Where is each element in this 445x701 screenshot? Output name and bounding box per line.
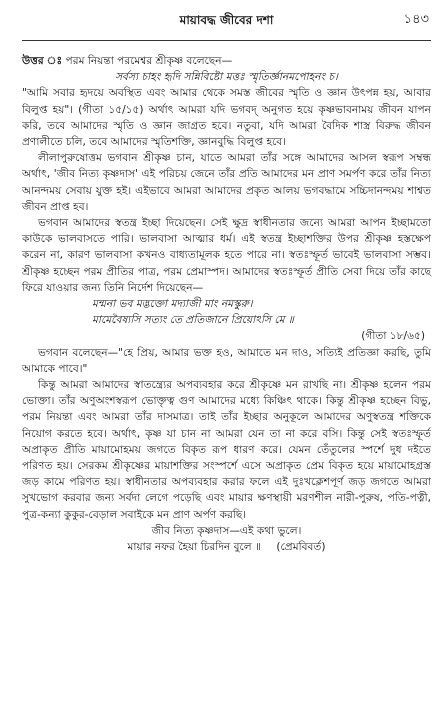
couplet-line-2-text: মায়ার নফর হৈয়া চিরদিন বুলে ॥ [127, 541, 261, 554]
couplet-line-1: জীব নিত্য কৃষ্ণদাস—এই কথা ভুলে। [151, 524, 302, 537]
couplet-reference: (প্রেমবিবর্ত) [276, 541, 326, 554]
paragraph-4: ভগবান বলেছেন—"হে প্রিয়, আমার ভক্ত হও, আমাতে মন দাও, সত্যিই প্রতিজ্ঞা করছি, তুমি আমাকে পাবে।" [22, 346, 431, 375]
verse-reference: (গীতা ১৮/৬৫) [361, 330, 425, 343]
paragraph-2: লীলাপুরুষোত্তম ভগবান শ্রীকৃষ্ণ চান, যাতে আমরা তাঁর সঙ্গে আমাদের আসল স্বরূপ সম্বন্ধ অর্থাৎ, 'জীব নিত্য কৃষ্ণদাস' এই পরিচয় জেনে তাঁর প্রতি আমাদের মন প্রাণ সমর্পণ করে তাঁর নিত্য আনন্দময় সেবায় যুক্ত হই। এইভাবে আমরা আমাদের প্রকৃত আলয় ভগবদ্ধামে সচ্চিদানন্দময় শাশ্বত জীবন প্রাপ্ত হব। [22, 152, 431, 213]
paragraph-5: কিন্তু আমরা আমাদের স্বাতন্ত্র্যের অপব্যবহার করে শ্রীকৃষ্ণে মন রাখছি না। শ্রীকৃষ্ণ হলেন পরম ভোক্তা। তাঁর অণুঅংশস্বরূপ ভোক্তৃত্ব গুণ আমাদের মধ্যে কিঞ্চিৎ থাকে। কিন্তু শ্রীকৃষ্ণ হচ্ছেন বিভু, পরম নিয়ন্তা এবং আমরা তাঁর দাসমাত্র। তাই তাঁর ইচ্ছার অনুকূলে আমাদের অণুস্বতন্ত্র শক্তিকে নিয়োগ করতে হবে। অর্থাৎ, কৃষ্ণ যা চান না আমরা যেন তা না করে বসি। কিন্তু সেই স্বতঃস্ফূর্ত অপ্রাকৃত প্রীতি মায়ামোহময় জগতে বিকৃত রূপ ধারণ করে। যেমন তেঁতুলের স্পর্শে দুধ দইতে পরিণত হয়। সেরকম শ্রীকৃষ্ণের মায়াশক্তির সংস্পর্শে এসে অপ্রাকৃত প্রেম বিকৃত হয়ে মায়ামোহগ্রস্ত জড় কামে পরিণত হয়। স্বাধীনতার অপব্যবহার করার ফলে এই দুঃখক্লেশপূর্ণ জড় জগতে আমরা সুখভোগ করবার জন্য সর্বদা লেগে পড়েছি এবং মায়ার ক্ষণস্থায়ী মরণশীল নারী-পুরুষ, পতি-পত্নী, পুত্র-কন্যা কুকুর-বেড়াল সবাইকে মন প্রাণ অর্পণ করছি। [22, 379, 431, 521]
page-number: ১৪৩ [403, 12, 429, 27]
verse-gita-18-65-line1: মন্মনা ভব মদ্ভক্তো মদ্যাজী মাং নমস্কুরু। [92, 298, 253, 311]
page-body [22, 53, 431, 555]
page-title: মায়াবদ্ধ জীবের দশা [179, 13, 274, 27]
answer-intro [22, 53, 431, 69]
verse-gita-18-65-line2: মামেবৈষ্যসি সত্যং তে প্রতিজানে প্রিয়োঽসি মে ॥ [92, 314, 294, 327]
verse-gita-15-15: সর্বস্য চাহং হৃদি সন্নিবিষ্টো মত্তঃ স্মৃতির্জ্ঞানমপোহনং চ। [115, 71, 338, 84]
answer-label: উত্তর ঃ [22, 55, 63, 67]
paragraph-1: "আমি সবার হৃদয়ে অবস্থিত এবং আমার থেকে সমস্ত জীবের স্মৃতি ও জ্ঞান উৎপন্ন হয়, আবার বিলুপ্ত হয়"। (গীতা ১৫/১৫) অর্থাৎ আমরা যদি ভগবদ্ অনুগত হয়ে কৃষ্ণভাবনাময় জীবন যাপন করি, তবে আমাদের স্মৃতি ও জ্ঞান জাগ্রত হবে। নতুবা, যদি আমরা বৈদিক শাস্ত্র বিরুদ্ধ জীবন প্রণালীতে চলি, তবে আমাদের স্মৃতিশক্তি, জ্ঞানবুদ্ধি বিলুপ্ত হবে। [22, 87, 431, 149]
couplet-line-2 [22, 539, 431, 555]
paragraph-3: ভগবান আমাদের স্বতন্ত্র ইচ্ছা দিয়েছেন। সেই ক্ষুদ্র স্বাধীনতার জন্যে আমরা আপন ইচ্ছামতো কাউকে ভালবাসতে পারি। ভালবাসা আত্মার ধর্ম। এই স্বতন্ত্র ইচ্ছাশক্তির উপর শ্রীকৃষ্ণ হস্তক্ষেপ করেন না, কারণ ভালবাসা কখনও বাধ্যতামূলক হতে পারে না। স্বতঃস্ফূর্ত ভাবেই ভালবাসা সম্ভব। শ্রীকৃষ্ণ হচ্ছেন পরম প্রীতির পাত্র, পরম প্রেমাস্পদ। আমাদের স্বতঃস্ফূর্ত প্রীতি সেবা দিয়ে তাঁর কাছে ফিরে যাওয়ার জন্য তিনি নির্দেশ দিয়েছেন— [22, 217, 431, 294]
answer-text: পরম নিয়ন্তা পরমেশ্বর শ্রীকৃষ্ণ বলেছেন— [65, 55, 233, 67]
page-header [22, 0, 431, 41]
